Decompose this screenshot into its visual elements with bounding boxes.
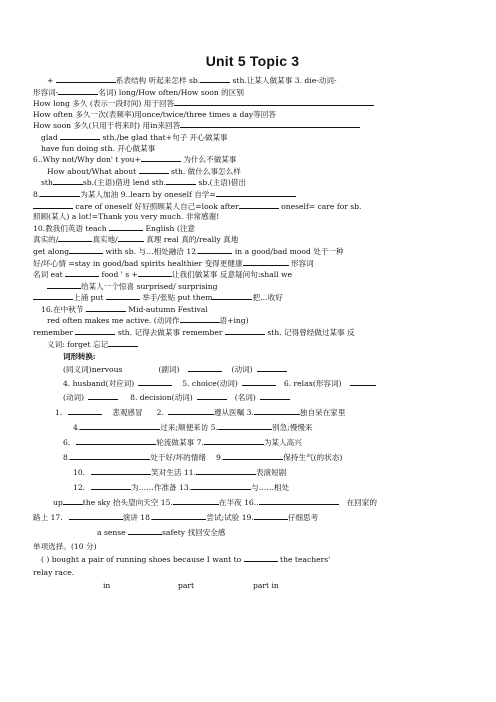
fill-blank[interactable] <box>70 452 150 460</box>
fill-blank[interactable] <box>254 407 300 415</box>
section-heading: 词形转换: <box>63 352 96 362</box>
fill-blank[interactable] <box>53 177 83 185</box>
fill-blank[interactable] <box>173 497 219 505</box>
fill-blank[interactable] <box>56 75 116 83</box>
fill-blank[interactable] <box>88 392 118 400</box>
text-line: care of oneself 好好照顾某人自己=look after oneself= care for sb. <box>33 201 472 213</box>
fill-blank[interactable] <box>180 315 220 323</box>
text-line: How soon 多久(只用于将来时) 用in来回答 <box>33 120 472 132</box>
fill-blank[interactable] <box>63 497 83 505</box>
question-line: relay race. <box>33 567 75 577</box>
text-line: 真实的/ 真实地/ 真理 real 真的/really 真地 <box>33 235 239 245</box>
text-line: 路上 17. 演讲 18. 尝试;试验 19. 仔细思考 <box>33 512 319 522</box>
page-title: Unit 5 Topic 3 <box>205 53 300 69</box>
option-a[interactable]: in <box>103 580 111 590</box>
text-line: glad sth./be glad that+句子 开心做某事 <box>41 132 228 142</box>
text-line: 义词: forget 忘记 <box>33 339 472 351</box>
text-line: 给某人一个惊喜 surprised/ surprising <box>33 281 472 293</box>
answer-options <box>33 579 472 592</box>
text-line: 名词 eat food ' s + 让我们做某事 反意疑问句:shall we <box>33 270 293 280</box>
text-line: red often makes me active. (动词作 语+ing) <box>47 316 249 326</box>
fill-blank[interactable] <box>188 364 222 372</box>
fill-blank[interactable] <box>139 166 169 174</box>
fill-blank[interactable] <box>198 246 232 254</box>
fill-blank[interactable] <box>260 392 290 400</box>
option-b[interactable]: part <box>178 580 195 590</box>
text-line: (同义词)nervous (副词) (动词) <box>33 363 472 377</box>
fill-blank[interactable] <box>33 201 73 209</box>
text-line: sth sb.(主语)借进 lend sth. sb.(主语)借出 <box>41 178 246 188</box>
fill-blank[interactable] <box>152 512 206 520</box>
option-c[interactable]: part in <box>253 580 279 590</box>
fill-blank[interactable] <box>86 304 126 312</box>
fill-blank[interactable] <box>166 177 196 185</box>
fill-blank[interactable] <box>212 292 252 300</box>
text-line: 6. 轮流做某事 7. 为某人高兴 <box>63 437 302 447</box>
text-line: 8. 处于好/坏的情绪 9. 保持生气(的状态) <box>63 452 343 462</box>
fill-blank[interactable] <box>138 269 172 277</box>
fill-blank[interactable] <box>69 512 123 520</box>
fill-blank[interactable] <box>65 269 99 277</box>
fill-blank[interactable] <box>80 422 160 430</box>
fill-blank[interactable] <box>197 392 227 400</box>
text-line: remember sth. 记得去做某事 remember sth. 记得曾经做过某事 反 <box>33 328 355 338</box>
fill-blank[interactable] <box>254 512 288 520</box>
fill-blank[interactable] <box>108 339 138 347</box>
fill-blank[interactable] <box>168 407 214 415</box>
text-line: 16.在中秋节 Mid-autumn Festival <box>41 304 208 314</box>
text-line: up the sky 抬头望向天空 15. 在半夜 16.. 在回家的 <box>53 497 377 507</box>
text-line: 12. 为……作准备 13. 与……相处 <box>73 482 290 492</box>
fill-blank[interactable] <box>58 234 92 242</box>
fill-blank[interactable] <box>60 132 100 140</box>
fill-blank[interactable] <box>216 189 296 197</box>
fill-blank[interactable] <box>223 452 283 460</box>
fill-blank[interactable] <box>204 437 264 445</box>
fill-blank[interactable] <box>118 234 144 242</box>
fill-blank[interactable] <box>141 154 181 162</box>
text-line: + 系表结构 听起来怎样 sb. sth.让某人做某事 3. die-动词- <box>47 76 337 85</box>
text-line: How long 多久 (表示一段时间) 用于回答 <box>33 98 472 110</box>
fill-blank[interactable] <box>191 482 251 490</box>
fill-blank[interactable] <box>128 527 162 535</box>
fill-blank[interactable] <box>257 364 287 372</box>
fill-blank[interactable] <box>239 201 279 209</box>
fill-blank[interactable] <box>109 223 143 231</box>
fill-blank[interactable] <box>200 75 230 83</box>
fill-blank[interactable] <box>350 378 376 386</box>
text-line: 好/坏心情 =stay in good/bad spirits healthier 变得更健康 形容词 <box>33 258 314 268</box>
text-line: 10. 笑对生活 11. 表演短剧 <box>73 467 287 477</box>
fill-blank[interactable] <box>174 98 374 106</box>
text-line: 8. 为某人加油 9..learn by oneself 自学= <box>33 189 472 201</box>
fill-blank[interactable] <box>69 246 103 254</box>
text-line: a sense safety 找回安全感 <box>97 527 226 537</box>
section-heading: 单项选择。(10 分) <box>33 541 97 551</box>
text-line: 1. 悲观感冒 2. 遵从医嘱 3. 独自呆在家里 <box>55 407 346 417</box>
fill-blank[interactable] <box>242 378 276 386</box>
question-line: ( ) bought a pair of running shoes because I want to the teachers' <box>41 554 331 564</box>
text-line: 6..Why not/Why don' t you+ 为什么不做某事 <box>33 155 237 165</box>
fill-blank[interactable] <box>58 87 98 95</box>
text-line: 上涌 put 举手/张贴 put them 把…收好 <box>33 292 472 304</box>
text-line: 10.教我们英语 teach English (注意 <box>33 223 196 233</box>
text-line: How often 多久一次(表频率)用once/twice/three times a day等回答 <box>33 109 276 119</box>
fill-blank[interactable] <box>138 378 172 386</box>
fill-blank[interactable] <box>33 292 73 300</box>
fill-blank[interactable] <box>243 258 289 266</box>
fill-blank[interactable] <box>196 467 256 475</box>
fill-blank[interactable] <box>218 422 272 430</box>
text-line: have fun doing sth. 开心做某事 <box>41 143 156 153</box>
fill-blank[interactable] <box>259 497 339 505</box>
fill-blank[interactable] <box>76 437 156 445</box>
fill-blank[interactable] <box>106 292 140 300</box>
text-line: 4. 过来;顺便来访 5. 别急;慢慢来 <box>73 422 313 432</box>
fill-blank[interactable] <box>40 189 80 197</box>
text-line: How about/What about sth. 做什么事怎么样 <box>47 166 241 176</box>
text-line: get along with sb. 与…相处融洽 12. in a good/bad mood 处于一种 <box>33 246 344 256</box>
fill-blank[interactable] <box>180 120 360 128</box>
text-line: 4. husband(对应词) 5. choice(动词) 6. relax(形容词) <box>33 377 472 391</box>
fill-blank[interactable] <box>68 407 102 415</box>
fill-blank[interactable] <box>225 327 265 335</box>
text-line: 形容词- 名词) long/How often/How soon 的区别 <box>33 87 244 97</box>
fill-blank[interactable] <box>47 281 81 289</box>
text-line: (动词) 8. decision(动词) (名词) <box>33 391 472 405</box>
fill-blank[interactable] <box>75 327 115 335</box>
fill-blank[interactable] <box>91 482 131 490</box>
answer-blank[interactable] <box>244 554 278 562</box>
fill-blank[interactable] <box>91 467 151 475</box>
text-line: 照顾(某人) a lot!=Thank you very much. 非常感谢! <box>33 212 220 222</box>
